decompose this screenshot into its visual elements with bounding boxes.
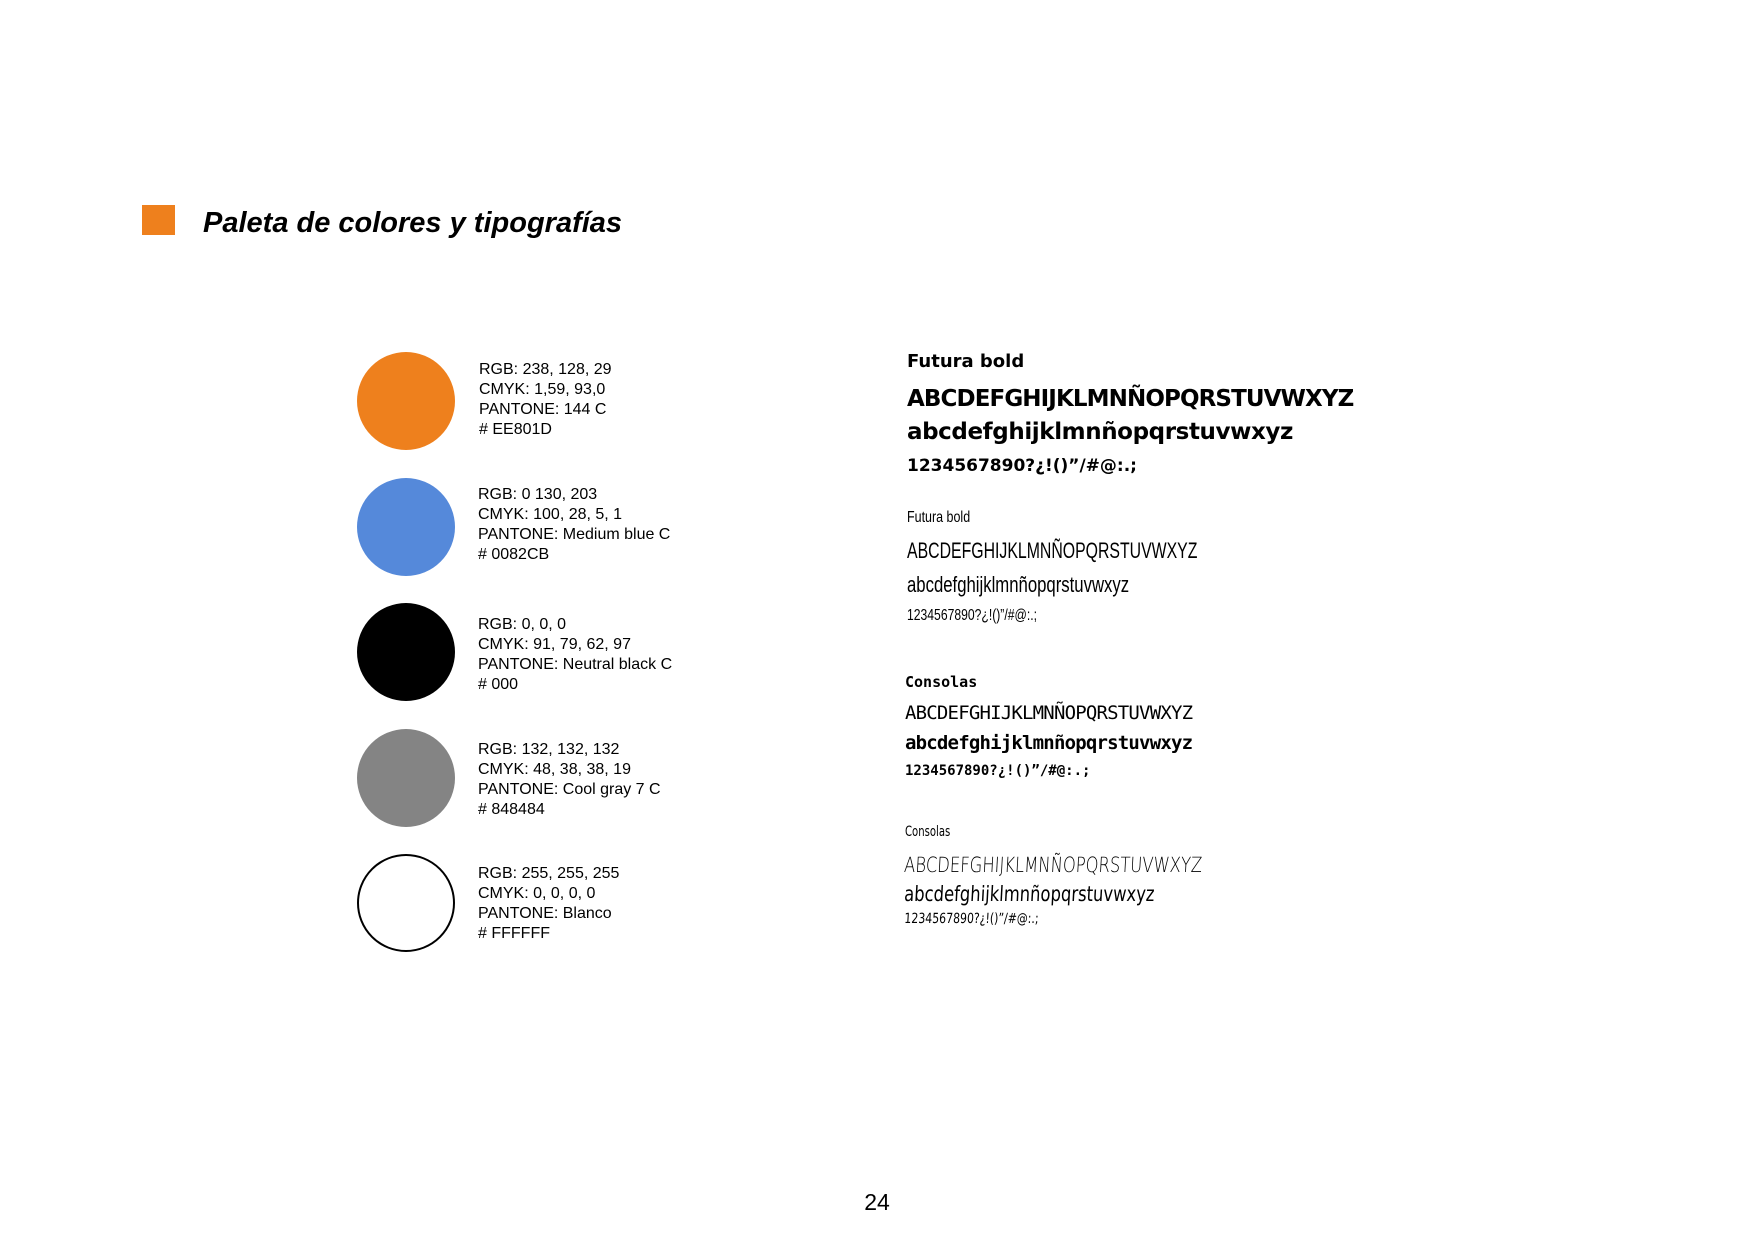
hex-value: # 848484 [478, 801, 545, 818]
lowercase-sample: abcdefghijklmnñopqrstuvwxyz [905, 732, 1193, 754]
pantone-value: PANTONE: Cool gray 7 C [478, 781, 661, 798]
uppercase-sample: ABCDEFGHIJKLMNÑOPQRSTUVWXYZ [903, 853, 1203, 877]
page-title: Paleta de colores y tipografías [203, 207, 623, 239]
rgb-value: RGB: 255, 255, 255 [478, 865, 620, 882]
color-specs [478, 615, 672, 695]
color-specs [478, 485, 670, 565]
color-circle [357, 352, 455, 450]
cmyk-value: CMYK: 91, 79, 62, 97 [478, 636, 631, 653]
color-swatch-orange [357, 352, 757, 452]
color-swatch-blue [357, 478, 757, 578]
cmyk-value: CMYK: 0, 0, 0, 0 [478, 885, 596, 902]
color-specs [479, 360, 612, 440]
digits-sample: 1234567890?¿!()”/#@:.; [903, 911, 1040, 927]
rgb-value: RGB: 132, 132, 132 [478, 741, 620, 758]
uppercase-sample: ABCDEFGHIJKLMNÑOPQRSTUVWXYZ [907, 386, 1354, 412]
typeface-specimen-futura-bold [907, 351, 1353, 481]
hex-value: # 0082CB [478, 546, 550, 563]
color-swatch-gray [357, 729, 757, 829]
color-circle [357, 729, 455, 827]
color-circle [357, 854, 455, 952]
typeface-name: Consolas [905, 673, 978, 691]
uppercase-sample: ABCDEFGHIJKLMNÑOPQRSTUVWXYZ [905, 702, 1193, 724]
rgb-value: RGB: 0 130, 203 [478, 486, 598, 503]
lowercase-sample: abcdefghijklmnñopqrstuvwxyz [907, 419, 1293, 445]
lowercase-sample: abcdefghijklmnñopqrstuvwxyz [907, 572, 1130, 597]
cmyk-value: CMYK: 100, 28, 5, 1 [478, 506, 623, 523]
pantone-value: PANTONE: Medium blue C [478, 526, 671, 543]
heading-marker-square [142, 205, 175, 235]
uppercase-sample: ABCDEFGHIJKLMNÑOPQRSTUVWXYZ [907, 538, 1198, 563]
typeface-name: Consolas [905, 824, 951, 840]
typeface-specimen-consolas [905, 672, 1192, 784]
typeface-specimen-futura-condensed [907, 508, 1310, 628]
typeface-specimen-consolas-handwritten [905, 822, 1287, 930]
digits-sample: 1234567890?¿!()”/#@:.; [907, 607, 1037, 624]
hex-value: # 000 [478, 676, 519, 693]
page-number: 24 [864, 1189, 890, 1215]
pantone-value: PANTONE: 144 C [479, 401, 607, 418]
cmyk-value: CMYK: 1,59, 93,0 [479, 381, 606, 398]
cmyk-value: CMYK: 48, 38, 38, 19 [478, 761, 631, 778]
color-swatch-white [357, 854, 757, 954]
pantone-value: PANTONE: Neutral black C [478, 656, 673, 673]
color-specs [478, 864, 619, 944]
rgb-value: RGB: 0, 0, 0 [478, 616, 567, 633]
digits-sample: 1234567890?¿!()”/#@:.; [905, 763, 1091, 779]
digits-sample: 1234567890?¿!()”/#@:.; [907, 456, 1137, 476]
typeface-name: Futura bold [907, 351, 1025, 372]
color-circle [357, 478, 455, 576]
rgb-value: RGB: 238, 128, 29 [479, 361, 612, 378]
hex-value: # FFFFFF [478, 925, 550, 942]
hex-value: # EE801D [479, 421, 552, 438]
color-swatch-black [357, 603, 757, 703]
typeface-name: Futura bold [907, 509, 971, 526]
lowercase-sample: abcdefghijklmnñopqrstuvwxyz [903, 882, 1156, 906]
color-circle [357, 603, 455, 701]
pantone-value: PANTONE: Blanco [478, 905, 612, 922]
color-specs [478, 740, 661, 820]
